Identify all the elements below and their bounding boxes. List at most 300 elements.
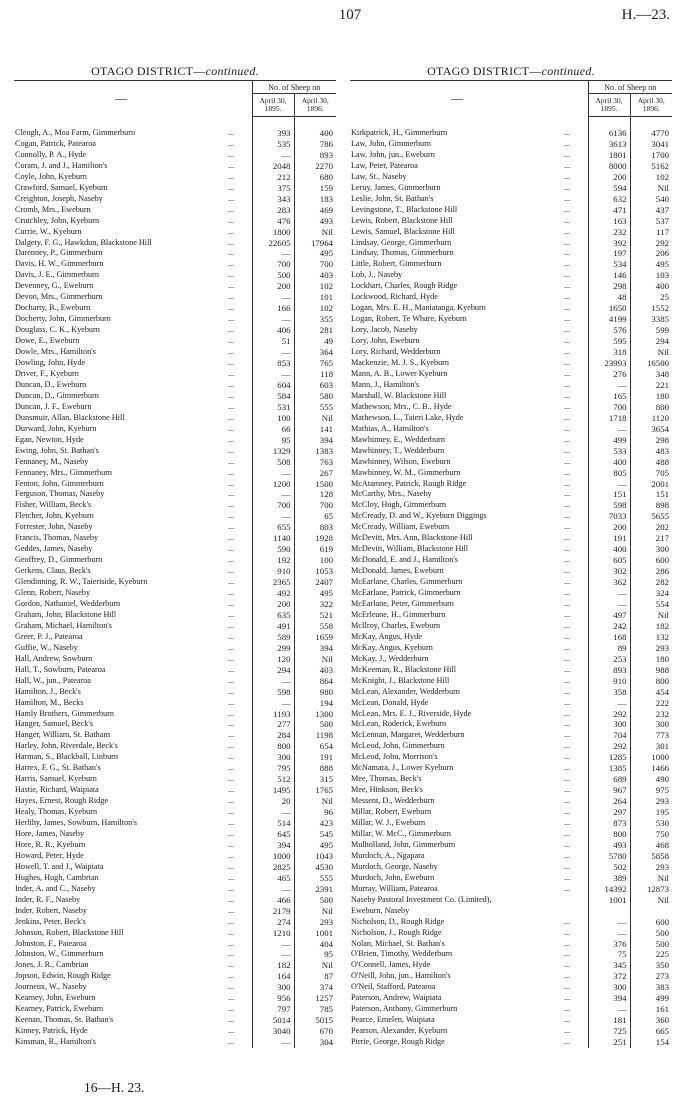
sheep-1895: 165 xyxy=(588,391,630,402)
sheep-1896: 293 xyxy=(630,796,672,807)
sheep-1895: 75 xyxy=(588,949,630,960)
sheep-1896: 1257 xyxy=(294,993,336,1004)
table-row xyxy=(350,851,672,862)
sheep-1895: 146 xyxy=(588,270,630,281)
leader-dots: ... xyxy=(564,631,571,641)
owner-name: McKay, Angus, Kyeburn xyxy=(351,642,433,652)
leader-dots: ... xyxy=(564,434,571,444)
leader-dots: ... xyxy=(564,730,571,740)
sheep-1896: 180 xyxy=(630,654,672,665)
table-row xyxy=(350,632,672,643)
owner-name: Marshall, W. Blackstone Hill xyxy=(351,390,447,400)
table-row xyxy=(350,500,672,511)
owner-name: O'Connell, James, Hyde xyxy=(351,960,431,970)
sheep-1895: 5014 xyxy=(252,1015,294,1026)
sheep-1895: — xyxy=(252,676,294,687)
leader-dots: ... xyxy=(564,927,571,937)
owner-name: McKay, Angus, Hyde xyxy=(351,631,422,641)
sheep-1896: 495 xyxy=(630,259,672,270)
owner-name: Jones, J. R., Cambrian xyxy=(15,960,89,970)
leader-dots: ... xyxy=(228,982,235,992)
table-row xyxy=(14,292,336,303)
sheep-1896: 545 xyxy=(294,829,336,840)
table-row xyxy=(14,774,336,785)
table-row xyxy=(14,281,336,292)
table-row xyxy=(350,128,672,139)
sheep-1895: 23993 xyxy=(588,358,630,369)
table-row xyxy=(14,577,336,588)
sheep-1896: 580 xyxy=(294,391,336,402)
sheep-1895: 493 xyxy=(588,840,630,851)
sheep-1896: 117 xyxy=(630,227,672,238)
leader-dots: ... xyxy=(228,960,235,970)
table-row xyxy=(350,303,672,314)
table-row xyxy=(350,643,672,654)
leader-dots: ... xyxy=(228,292,235,302)
sheep-1896: 988 xyxy=(630,665,672,676)
table-row xyxy=(350,227,672,238)
table-row xyxy=(350,380,672,391)
sheep-1895: 393 xyxy=(252,128,294,139)
footer-signature: 16—H. 23. xyxy=(84,1080,145,1095)
sheep-1896: 293 xyxy=(630,862,672,873)
leader-dots: ... xyxy=(564,763,571,773)
sheep-1896: 495 xyxy=(294,588,336,599)
sheep-1896: 102 xyxy=(294,281,336,292)
sheep-1895: 343 xyxy=(252,194,294,205)
table-row xyxy=(14,906,336,917)
owner-name: Harris, Samuel, Kyeburn xyxy=(15,774,97,784)
leader-dots: ... xyxy=(228,390,235,400)
table-row xyxy=(14,325,336,336)
sheep-1895: 358 xyxy=(588,687,630,698)
table-row xyxy=(14,785,336,796)
leader-dots: ... xyxy=(564,818,571,828)
sheep-1896: 132 xyxy=(630,632,672,643)
owner-name: Logan, Mrs. E. H., Maniatanga, Kyeburn xyxy=(351,303,486,313)
leader-dots: ... xyxy=(564,215,571,225)
sheep-1896: 670 xyxy=(294,1026,336,1037)
leader-dots: ... xyxy=(228,478,235,488)
sheep-1895: 242 xyxy=(588,621,630,632)
owner-name: Graham, Michael, Hamilton's xyxy=(15,620,112,630)
sheep-1895: 584 xyxy=(252,391,294,402)
sheep-1895: 300 xyxy=(252,982,294,993)
sheep-1895: 292 xyxy=(588,741,630,752)
sheep-1895: 500 xyxy=(252,270,294,281)
owner-name: Cromb, Mrs., Eweburn xyxy=(15,204,91,214)
owner-name: Lob, J., Naseby xyxy=(351,270,403,280)
leader-dots: ... xyxy=(564,971,571,981)
sheep-1896: 540 xyxy=(630,194,672,205)
owner-name: Herlihy, James, Sowburn, Hamilton's xyxy=(15,818,137,828)
owner-name: Millar, W. J., Eweburn xyxy=(351,818,426,828)
sheep-1895: 1385 xyxy=(588,763,630,774)
sheep-table-left xyxy=(14,80,336,1048)
sheep-1896: 2391 xyxy=(294,884,336,895)
owner-name: Lockhart, Charles, Rough Ridge xyxy=(351,281,458,291)
table-row xyxy=(14,610,336,621)
owner-name: Nolan, Michael, St. Bathan's xyxy=(351,938,445,948)
owner-name: Gerkens, Claus, Beck's xyxy=(15,566,91,576)
leader-dots: ... xyxy=(228,598,235,608)
owner-name: Cogan, Patrick, Patearoa xyxy=(15,138,96,148)
owner-name: Francis, Thomas, Naseby xyxy=(15,533,99,543)
owner-name: Murdoch, George, Naseby xyxy=(351,861,438,871)
owner-name: Mackenzie, M. J. S., Kyeburn xyxy=(351,358,450,368)
sheep-1896: 286 xyxy=(630,566,672,577)
sheep-1895: 164 xyxy=(252,971,294,982)
leader-dots: ... xyxy=(564,368,571,378)
sheep-1895: 264 xyxy=(588,796,630,807)
owner-name: Howell, T. and J., Waipiata xyxy=(15,861,104,871)
table-row xyxy=(350,917,672,928)
sheep-1895: 1329 xyxy=(252,446,294,457)
table-row xyxy=(350,183,672,194)
sheep-1896: 300 xyxy=(630,544,672,555)
leader-dots: ... xyxy=(564,566,571,576)
owner-name: McEarlane, Charles, Gimmerburn xyxy=(351,577,463,587)
table-row xyxy=(14,599,336,610)
table-row xyxy=(350,347,672,358)
owner-name: McNamara, J., Lower Kyeburn xyxy=(351,763,454,773)
leader-dots: ... xyxy=(228,500,235,510)
sheep-1895: — xyxy=(252,884,294,895)
owner-name: Devon, Mrs., Gimmerburn xyxy=(15,292,103,302)
sheep-1896: 773 xyxy=(630,730,672,741)
leader-dots: ... xyxy=(228,325,235,335)
sheep-1895: 4199 xyxy=(588,314,630,325)
sheep-1896: 5655 xyxy=(630,511,672,522)
leader-dots: ... xyxy=(228,171,235,181)
leader-dots: ... xyxy=(228,796,235,806)
owner-name: Inder, R. F., Naseby xyxy=(15,894,81,904)
sheep-1895: 300 xyxy=(588,982,630,993)
leader-dots: ... xyxy=(228,347,235,357)
table-row xyxy=(350,314,672,325)
table-row xyxy=(14,435,336,446)
owner-name: Docherty, John, Gimmerburn xyxy=(15,314,111,324)
table-row xyxy=(350,555,672,566)
table-row xyxy=(14,479,336,490)
owner-name: Naseby Pastoral Investment Co. (Limited), xyxy=(351,894,492,904)
table-row xyxy=(14,500,336,511)
owner-name: Harrex, F. G., St. Bathan's xyxy=(15,763,101,773)
leader-dots: ... xyxy=(564,993,571,1003)
table-row xyxy=(350,610,672,621)
table-row xyxy=(14,654,336,665)
leader-dots: ... xyxy=(564,412,571,422)
leader-dots: ... xyxy=(228,1004,235,1014)
leader-dots: ... xyxy=(228,128,235,137)
sheep-1896: 154 xyxy=(630,1037,672,1048)
sheep-1895: — xyxy=(252,511,294,522)
sheep-1895: 392 xyxy=(588,238,630,249)
sheep-1895: 277 xyxy=(252,719,294,730)
sheep-1895: — xyxy=(252,292,294,303)
owner-name: Ferguson, Thomas, Naseby xyxy=(15,489,105,499)
leader-dots: ... xyxy=(228,686,235,696)
owner-name: Murray, William, Patearoa xyxy=(351,883,438,893)
leader-dots: ... xyxy=(228,511,235,521)
leader-dots: ... xyxy=(228,412,235,422)
sheep-1896: 5858 xyxy=(630,851,672,862)
sheep-1895: 576 xyxy=(588,325,630,336)
table-row xyxy=(14,818,336,829)
owner-name: Glendinning, R. W., Taieriside, Kyeburn xyxy=(15,577,148,587)
sheep-1896: 500 xyxy=(294,719,336,730)
sheep-1896: 555 xyxy=(294,873,336,884)
table-row xyxy=(14,566,336,577)
owner-name: McKnight, J., Blackstone Hill xyxy=(351,675,450,685)
sheep-1895: 89 xyxy=(588,643,630,654)
table-row xyxy=(350,654,672,665)
owner-name: Mathewson, L., Taieri Lake, Hyde xyxy=(351,412,464,422)
leader-dots: ... xyxy=(228,215,235,225)
table-row xyxy=(350,960,672,971)
sheep-1896: 1043 xyxy=(294,851,336,862)
sheep-1895: 1001 xyxy=(588,895,630,906)
table-row xyxy=(14,402,336,413)
sheep-1895: 163 xyxy=(588,216,630,227)
owner-name: Fennaney, M., Naseby xyxy=(15,456,89,466)
sheep-1896: Nil xyxy=(630,873,672,884)
table-row xyxy=(350,566,672,577)
owner-name: McLean, Donald, Hyde xyxy=(351,697,429,707)
owner-name: Duncan, D., Gimmerburn xyxy=(15,390,99,400)
sheep-1895: 700 xyxy=(252,259,294,270)
owner-name: Millar, Robert, Eweburn xyxy=(351,807,432,817)
leader-dots: ... xyxy=(228,850,235,860)
sheep-1896: 500 xyxy=(630,928,672,939)
leader-dots: ... xyxy=(564,500,571,510)
sheep-1896: 1053 xyxy=(294,566,336,577)
owner-name: Geoffrey, D., Gimmerburn xyxy=(15,555,103,565)
leader-dots: ... xyxy=(228,664,235,674)
owner-name: Law, Peter, Patearoa xyxy=(351,160,418,170)
sheep-1895: — xyxy=(588,599,630,610)
sheep-1895: — xyxy=(588,698,630,709)
leader-dots: ... xyxy=(564,522,571,532)
sheep-1896: 469 xyxy=(294,205,336,216)
leader-dots: ... xyxy=(564,752,571,762)
table-row xyxy=(350,588,672,599)
sheep-1896: Nil xyxy=(294,960,336,971)
sheep-1896: 195 xyxy=(630,807,672,818)
leader-dots: ... xyxy=(228,631,235,641)
sheep-1895: 476 xyxy=(252,216,294,227)
leader-dots: ... xyxy=(564,785,571,795)
leader-dots: ... xyxy=(564,292,571,302)
sheep-1896: 898 xyxy=(630,500,672,511)
leader-dots: ... xyxy=(228,456,235,466)
sheep-1896: 705 xyxy=(630,468,672,479)
leader-dots: ... xyxy=(228,861,235,871)
sheep-1896: 301 xyxy=(630,741,672,752)
owner-name: McDonald, James, Eweburn xyxy=(351,566,444,576)
leader-dots: ... xyxy=(564,204,571,214)
sheep-1896: 1466 xyxy=(630,763,672,774)
owner-name: Leruy, James, Gimmerburn xyxy=(351,182,441,192)
sheep-1895: 251 xyxy=(588,1037,630,1048)
sheep-1895: 66 xyxy=(252,424,294,435)
sheep-1895: 655 xyxy=(252,522,294,533)
leader-dots: ... xyxy=(228,894,235,904)
table-row xyxy=(350,424,672,435)
sheep-1895: 502 xyxy=(588,862,630,873)
table-row xyxy=(350,719,672,730)
table-row xyxy=(350,763,672,774)
right-column xyxy=(350,62,672,1048)
owner-name: McCloy, Hugh, Gimmerburn xyxy=(351,500,446,510)
leader-dots: ... xyxy=(228,905,235,915)
table-row xyxy=(350,895,672,906)
leader-dots: ... xyxy=(564,401,571,411)
owner-name: Kinsman, R., Hamilton's xyxy=(15,1037,96,1047)
sheep-1896: 423 xyxy=(294,818,336,829)
sheep-1895: 700 xyxy=(588,402,630,413)
sheep-1896: 394 xyxy=(294,643,336,654)
sheep-1895: — xyxy=(252,150,294,161)
sheep-1895: 534 xyxy=(588,259,630,270)
sheep-1896: 298 xyxy=(630,435,672,446)
sheep-1895: 1718 xyxy=(588,413,630,424)
sheep-1895: — xyxy=(588,1004,630,1015)
sheep-1895: — xyxy=(252,949,294,960)
table-row xyxy=(14,1004,336,1015)
table-row xyxy=(14,194,336,205)
table-row xyxy=(350,457,672,468)
table-row xyxy=(350,752,672,763)
sheep-1895: 873 xyxy=(588,818,630,829)
sheep-1896: 1383 xyxy=(294,446,336,457)
sheep-1896: 483 xyxy=(630,446,672,457)
table-row xyxy=(350,577,672,588)
sheep-1895: 200 xyxy=(252,281,294,292)
leader-dots: ... xyxy=(564,193,571,203)
owner-name: Kirkpatrick, H., Gimmerburn xyxy=(351,128,448,137)
owner-name: Darenney, P., Gimmerburn xyxy=(15,248,103,258)
sheep-1896: 654 xyxy=(294,741,336,752)
sheep-1895: — xyxy=(588,479,630,490)
sheep-1896: 101 xyxy=(294,292,336,303)
owner-name: McKeeman, R., Blackstone Hill xyxy=(351,664,457,674)
sheep-1895: 1000 xyxy=(252,851,294,862)
leader-dots: ... xyxy=(228,708,235,718)
table-row xyxy=(14,139,336,150)
owner-name: Hanger, Samuel, Beck's xyxy=(15,719,93,729)
owner-name: Dowle, Mrs., Hamilton's xyxy=(15,347,96,357)
sheep-1895: 2179 xyxy=(252,906,294,917)
owner-name: Hughes, Hugh, Cambrian xyxy=(15,872,99,882)
sheep-1895: 300 xyxy=(252,752,294,763)
owner-name: Fennaney, Mrs., Gimmerburn xyxy=(15,467,113,477)
sheep-1896: 1120 xyxy=(630,413,672,424)
sheep-1895: — xyxy=(588,588,630,599)
table-row xyxy=(350,402,672,413)
table-row xyxy=(350,676,672,687)
owner-name: Connolly, P. A., Hyde xyxy=(15,149,87,159)
sheep-1896: 16500 xyxy=(630,358,672,369)
sheep-1896: 293 xyxy=(630,643,672,654)
table-row xyxy=(14,939,336,950)
leader-dots: ... xyxy=(564,467,571,477)
sheep-1896 xyxy=(630,906,672,917)
table-row xyxy=(14,511,336,522)
table-row xyxy=(14,347,336,358)
sheep-1895: 853 xyxy=(252,358,294,369)
sheep-1896: 600 xyxy=(630,917,672,928)
owner-name: Lory, Jacob, Naseby xyxy=(351,325,418,335)
owner-name: Crawford, Samuel, Kyeburn xyxy=(15,182,108,192)
table-row xyxy=(350,982,672,993)
leader-dots: ... xyxy=(228,281,235,291)
sheep-1896: 488 xyxy=(630,457,672,468)
leader-dots: ... xyxy=(564,807,571,817)
sheep-1895: 531 xyxy=(252,402,294,413)
sheep-1895: — xyxy=(588,380,630,391)
sheep-1896: 468 xyxy=(630,840,672,851)
leader-dots: ... xyxy=(564,598,571,608)
name-column-header: — xyxy=(115,91,127,106)
sheep-1896: 118 xyxy=(294,369,336,380)
sheep-table-right xyxy=(350,80,672,1048)
table-row xyxy=(14,687,336,698)
sheep-1896: 183 xyxy=(294,194,336,205)
table-row xyxy=(14,895,336,906)
table-row xyxy=(14,172,336,183)
owner-name: Dowling, John, Hyde xyxy=(15,358,86,368)
owner-name: Little, Robert, Gimmerburn xyxy=(351,259,442,269)
sheep-1896: 600 xyxy=(630,555,672,566)
table-row xyxy=(14,621,336,632)
sheep-1896: 5162 xyxy=(630,161,672,172)
sheep-1895: 400 xyxy=(588,457,630,468)
sheep-1896: 493 xyxy=(294,216,336,227)
table-row xyxy=(350,139,672,150)
leader-dots: ... xyxy=(564,872,571,882)
sheep-1896: 206 xyxy=(630,248,672,259)
sheep-1895: 967 xyxy=(588,785,630,796)
sheep-1896: 619 xyxy=(294,544,336,555)
owner-name: Egan, Newton, Hyde xyxy=(15,434,84,444)
sheep-1896: 141 xyxy=(294,424,336,435)
owner-name: Mann, A. B., Lower Kyeburn xyxy=(351,368,448,378)
sheep-1896: 300 xyxy=(630,719,672,730)
owner-name: Glenn, Robert, Naseby xyxy=(15,588,91,598)
sheep-1896: 3385 xyxy=(630,314,672,325)
table-row xyxy=(14,446,336,457)
sheep-1896: 537 xyxy=(630,216,672,227)
leader-dots: ... xyxy=(228,336,235,346)
owner-name: Gordon, Nathaniel, Wedderburn xyxy=(15,598,121,608)
year-1895-header: April 30, 1895. xyxy=(588,94,630,117)
owner-name: Fenton, John, Gimmerburn xyxy=(15,478,104,488)
leader-dots: ... xyxy=(228,1015,235,1025)
sheep-1895: 594 xyxy=(588,183,630,194)
leader-dots: ... xyxy=(228,588,235,598)
sheep-1896: Nil xyxy=(294,654,336,665)
owner-name: Hastie, Richard, Waipiata xyxy=(15,785,99,795)
leader-dots: ... xyxy=(228,730,235,740)
leader-dots: ... xyxy=(228,445,235,455)
table-row xyxy=(14,917,336,928)
owner-name: McLennan, Margaret, Wedderburn xyxy=(351,730,465,740)
table-row xyxy=(14,336,336,347)
owner-name: Lindsay, George, Gimmerburn xyxy=(351,237,452,247)
owner-name: Law, John, jun., Eweburn xyxy=(351,149,435,159)
leader-dots: ... xyxy=(564,456,571,466)
